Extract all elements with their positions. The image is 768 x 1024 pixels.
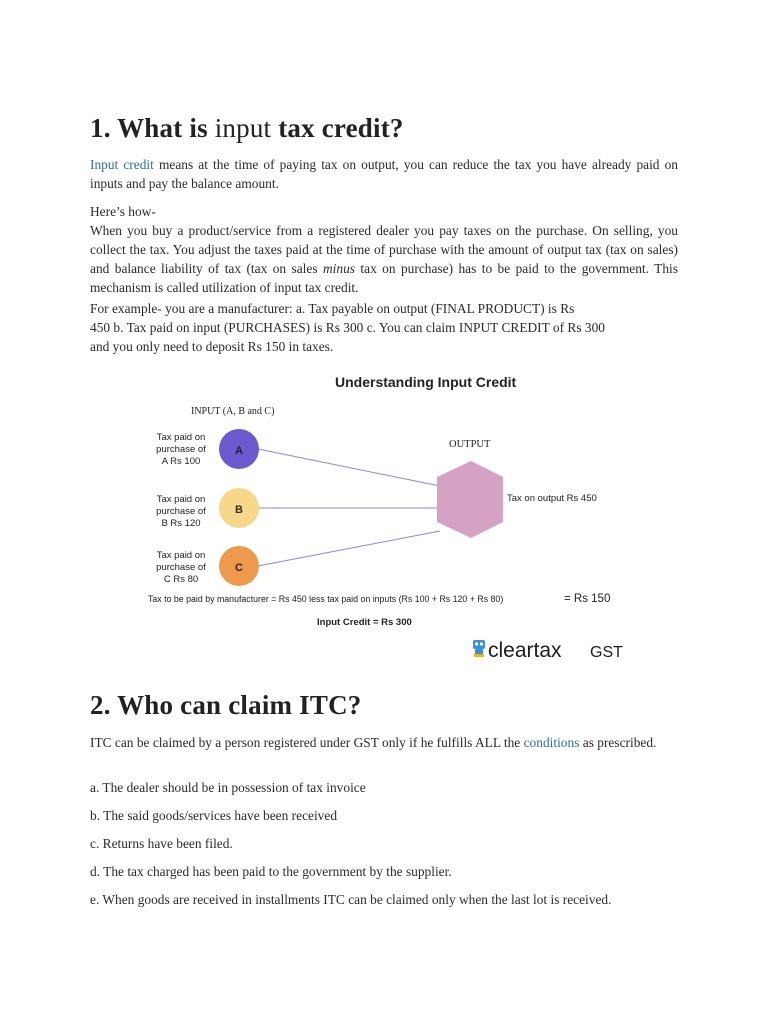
condition-b: b. The said goods/services have been received (90, 808, 338, 823)
heading-number-text: 1. What is (90, 113, 208, 143)
input-credit-link[interactable]: Input credit (90, 157, 154, 172)
input-a-label-3: A Rs 100 (161, 456, 201, 467)
diagram-input-label: INPUT (A, B and C) (191, 406, 275, 417)
condition-e: e. When goods are received in installments ITC can be claimed only when the last lot is received. (90, 892, 612, 907)
how-text-b: tax on purchase) has to be paid to the government. This mechanism is called utilization of input tax credit. (90, 261, 678, 295)
input-a-label-1: Tax paid on (156, 432, 206, 443)
intro-text: means at the time of paying tax on output, you can reduce the tax you have already paid on inputs and pay the balance amount. (90, 157, 678, 191)
how-text-a: When you buy a product/service from a registered dealer you pay taxes on the purchase. On selling, you collect the tax. You adjust the taxes paid at the time of purchase with the amount of output tax (tax on sales) and balance liability of tax (tax on sales (90, 223, 678, 276)
list-item (90, 890, 678, 909)
diagram-svg (145, 368, 678, 666)
condition-d: d. The tax charged has been paid to the government by the supplier. (90, 864, 452, 879)
heading-rest-text: tax credit? (278, 113, 404, 143)
input-b-label-2: purchase of (156, 506, 206, 517)
conditions-link[interactable]: conditions (523, 735, 580, 750)
input-b-letter: B (235, 504, 243, 516)
brand-suffix: GST (590, 644, 623, 661)
formula-result: = Rs 150 (564, 593, 611, 605)
minus-italic: minus (322, 261, 355, 276)
brand-name: cleartax (488, 639, 562, 662)
cleartax-mascot-icon (473, 640, 485, 657)
input-a-letter: A (235, 445, 243, 457)
input-c-label-2: purchase of (156, 562, 206, 573)
paragraph-how (90, 202, 678, 297)
output-text: Tax on output Rs 450 (507, 493, 597, 504)
diagram-output-label: OUTPUT (449, 439, 491, 450)
diagram-title: Understanding Input Credit (335, 374, 517, 390)
how-heading: Here’s how- (90, 204, 156, 219)
heading-light-text: input (214, 113, 272, 143)
input-credit-diagram (145, 368, 678, 666)
example-line-1: For example- you are a manufacturer: a. Tax payable on output (FINAL PRODUCT) is Rs (90, 301, 575, 316)
section2-heading-wrap (90, 690, 678, 721)
section1-heading-wrap (90, 113, 678, 144)
condition-c: c. Returns have been filed. (90, 836, 233, 851)
input-c-letter: C (235, 562, 243, 574)
paragraph-example (90, 299, 678, 356)
condition-a: a. The dealer should be in possession of tax invoice (90, 780, 366, 795)
section2-intro-b: as prescribed. (582, 735, 657, 750)
example-line-3: and you only need to deposit Rs 150 in taxes. (90, 339, 334, 354)
formula-text: Tax to be paid by manufacturer = Rs 450 less tax paid on inputs (Rs 100 + Rs 120 + Rs 80) (148, 594, 504, 604)
section1-heading (90, 113, 678, 144)
section2-intro-a: ITC can be claimed by a person registered under GST only if he fulfills ALL the (90, 735, 521, 750)
input-b-label-1: Tax paid on (156, 494, 206, 505)
output-hexagon (437, 461, 503, 538)
example-line-2: 450 b. Tax paid on input (PURCHASES) is Rs 300 c. You can claim INPUT CREDIT of Rs 300 (90, 320, 605, 335)
list-item (90, 834, 678, 853)
input-c-label-1: Tax paid on (156, 550, 206, 561)
list-item (90, 806, 678, 825)
how-text (90, 221, 678, 297)
input-b-label-3: B Rs 120 (161, 518, 201, 529)
section2-heading: 2. Who can claim ITC? (90, 690, 362, 720)
input-c-label-3: C Rs 80 (163, 574, 199, 585)
input-credit-text: Input Credit = Rs 300 (317, 617, 412, 628)
conditions-list (90, 778, 678, 918)
paragraph-intro (90, 155, 678, 193)
section2-intro (90, 733, 678, 752)
input-a-label-2: purchase of (156, 444, 206, 455)
list-item (90, 862, 678, 881)
list-item (90, 778, 678, 797)
